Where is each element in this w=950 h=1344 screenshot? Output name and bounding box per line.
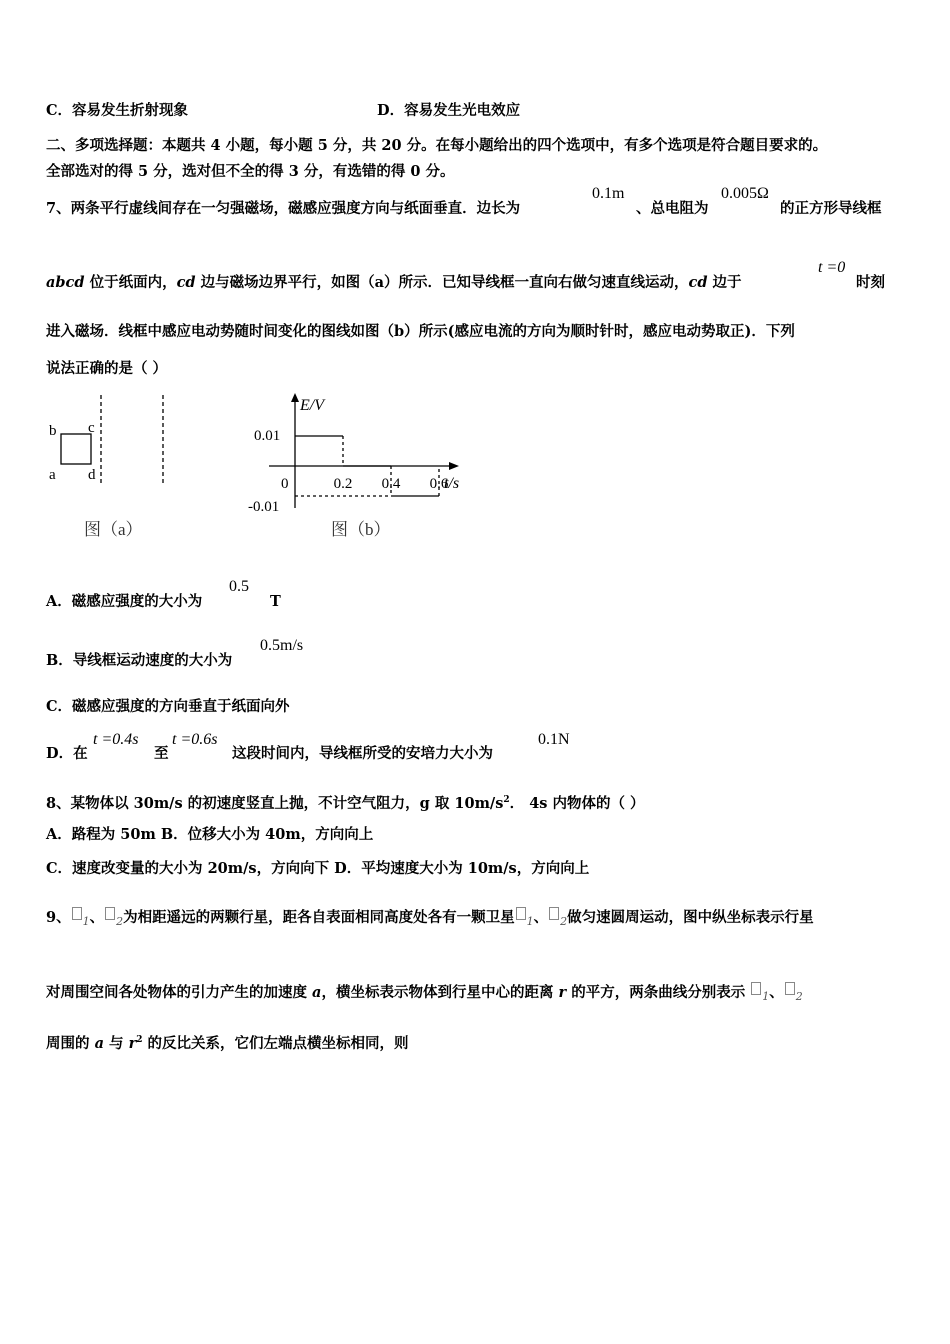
q9-sep-3: 、: [769, 984, 784, 1001]
q7-line2-d: 时刻: [856, 274, 885, 291]
q9-sep-1: 、: [89, 909, 105, 926]
q9-line2-c: 的平方，两条曲线分别表示: [566, 984, 751, 1001]
missing-glyph-icon: [549, 907, 559, 920]
q7-line4: 说法正确的是（ ）: [46, 360, 168, 377]
q7-t0: t =0: [818, 259, 846, 276]
q7-option-d-value: 0.1N: [538, 731, 570, 748]
prev-option-c: C．容易发生折射现象: [46, 102, 189, 119]
q9-satellite-2: 2: [560, 915, 568, 928]
section-heading-line2: 全部选对的得 5 分，选对但不全的得 3 分，有选错的得 0 分。: [46, 163, 455, 180]
q9-var-a-2: a: [94, 1034, 104, 1052]
x-axis-arrow: [449, 462, 459, 470]
q9-var-r-2: r: [128, 1034, 137, 1052]
q8-stem: [46, 790, 645, 814]
q9-line1: [46, 907, 814, 932]
section-heading-line1: 二、多项选择题：本题共 4 小题，每小题 5 分，共 20 分。在每小题给出的四个选项中，有多个选项是符合题目要求的。: [46, 137, 828, 154]
q8-options-cd: C．速度改变量的大小为 20m/s，方向向下 D．平均速度大小为 10m/s，方向向上: [46, 860, 590, 877]
q9-number: 9、: [46, 909, 71, 926]
figure-b-chart: [245, 390, 475, 550]
q9-sep-2: 、: [533, 909, 549, 926]
origin-label: 0: [281, 476, 289, 492]
q7-option-a: A．磁感应强度的大小为: [46, 593, 203, 610]
q8-stem-sup: 2: [503, 795, 510, 805]
q7-option-b-value: 0.5m/s: [260, 637, 304, 654]
x-axis-label: t/s: [444, 475, 460, 492]
q9-var-r: r: [558, 984, 567, 1001]
q9-line1-a: 为相距遥远的两颗行星，距各自表面相同高度处各有一颗卫星: [123, 909, 515, 926]
q7-option-d-t2: t =0.6s: [172, 731, 218, 748]
y-axis-label: E/V: [300, 397, 324, 414]
q7-line1-c: 的正方形导线框: [780, 200, 882, 217]
q9-line3: [46, 1030, 409, 1054]
q9-r-squared-sup: 2: [136, 1035, 143, 1045]
q7-side-length: 0.1m: [592, 185, 625, 202]
q7-line2-a: 位于纸面内，: [84, 274, 177, 291]
q9-satellite-1: 1: [526, 915, 534, 928]
q7-option-d-c: 这段时间内，导线框所受的安培力大小为: [232, 745, 493, 762]
q7-cd-2: cd: [688, 274, 708, 291]
missing-glyph-icon: [516, 907, 526, 920]
q7-line2-c: 边于: [707, 274, 742, 291]
label-c: c: [88, 420, 95, 436]
y-tick-negative: -0.01: [248, 499, 280, 515]
q7-option-d-a: D．在: [46, 745, 88, 762]
q7-abcd: abcd: [46, 274, 85, 291]
q9-line2: [46, 982, 803, 1007]
x-tick-label-0.2: 0.2: [333, 476, 353, 492]
x-tick-label-0.4: 0.4: [381, 476, 401, 492]
missing-glyph-icon: [785, 982, 795, 995]
q7-cd: cd: [176, 274, 196, 291]
q9-planet-ref-2: 2: [795, 990, 803, 1003]
q7-line2-b: 边与磁场边界平行，如图（a）所示．已知导线框一直向右做匀速直线运动，: [195, 274, 689, 291]
q7-text-a: 7、两条平行虚线间存在一匀强磁场，磁感应强度方向与纸面垂直．边长为: [46, 200, 521, 217]
label-a: a: [49, 467, 56, 483]
q9-line1-b: 做匀速圆周运动，图中纵坐标表示行星: [567, 909, 814, 926]
q7-line1: [46, 199, 520, 219]
q7-resistance: 0.005Ω: [721, 185, 769, 202]
q9-line3-b: 与: [103, 1034, 129, 1052]
q7-line3: 进入磁场．线框中感应电动势随时间变化的图线如图（b）所示(感应电流的方向为顺时针时，感应电动势取正)．下列: [46, 323, 795, 340]
missing-glyph-icon: [105, 907, 115, 920]
figure-b-caption: 图（b）: [331, 520, 391, 539]
q9-planet-2: 2: [116, 915, 124, 928]
q9-var-a: a: [312, 984, 322, 1001]
q9-line3-a: 周围的: [46, 1034, 95, 1052]
q7-option-d-t1: t =0.4s: [93, 731, 139, 748]
q7-option-c: C．磁感应强度的方向垂直于纸面向外: [46, 698, 290, 715]
y-axis-arrow: [291, 393, 299, 402]
label-b: b: [49, 423, 57, 439]
q9-line2-a: 对周围空间各处物体的引力产生的加速度: [46, 984, 313, 1001]
x-tick-label-0.6: 0.6: [429, 476, 449, 492]
missing-glyph-icon: [751, 982, 761, 995]
q7-option-b: B．导线框运动速度的大小为: [46, 652, 233, 669]
q8-options-ab: A．路程为 50m B．位移大小为 40m，方向向上: [46, 826, 374, 843]
q7-line2: [46, 273, 742, 293]
q9-planet-1: 1: [82, 915, 90, 928]
missing-glyph-icon: [72, 907, 82, 920]
q7-option-d-b: 至: [154, 745, 169, 762]
square-loop: [61, 434, 91, 464]
q9-line2-b: ，横坐标表示物体到行星中心的距离: [321, 984, 559, 1001]
q8-stem-b: ． 4s 内物体的（ ）: [509, 794, 645, 812]
label-d: d: [88, 467, 96, 483]
q7-option-a-value: 0.5: [229, 578, 249, 595]
q7-line1-b: 、总电阻为: [636, 200, 709, 217]
figure-a: [40, 390, 190, 550]
prev-option-d: D．容易发生光电效应: [377, 102, 521, 119]
q8-stem-a: 8、某物体以 30m/s 的初速度竖直上抛，不计空气阻力，g 取 10m/s: [46, 794, 504, 812]
q9-line3-c: 的反比关系，它们左端点横坐标相同，则: [142, 1034, 409, 1052]
y-tick-positive: 0.01: [254, 428, 281, 444]
figure-a-caption: 图（a）: [84, 520, 143, 539]
q9-planet-ref-1: 1: [762, 990, 770, 1003]
q7-option-a-unit: T: [270, 593, 281, 610]
